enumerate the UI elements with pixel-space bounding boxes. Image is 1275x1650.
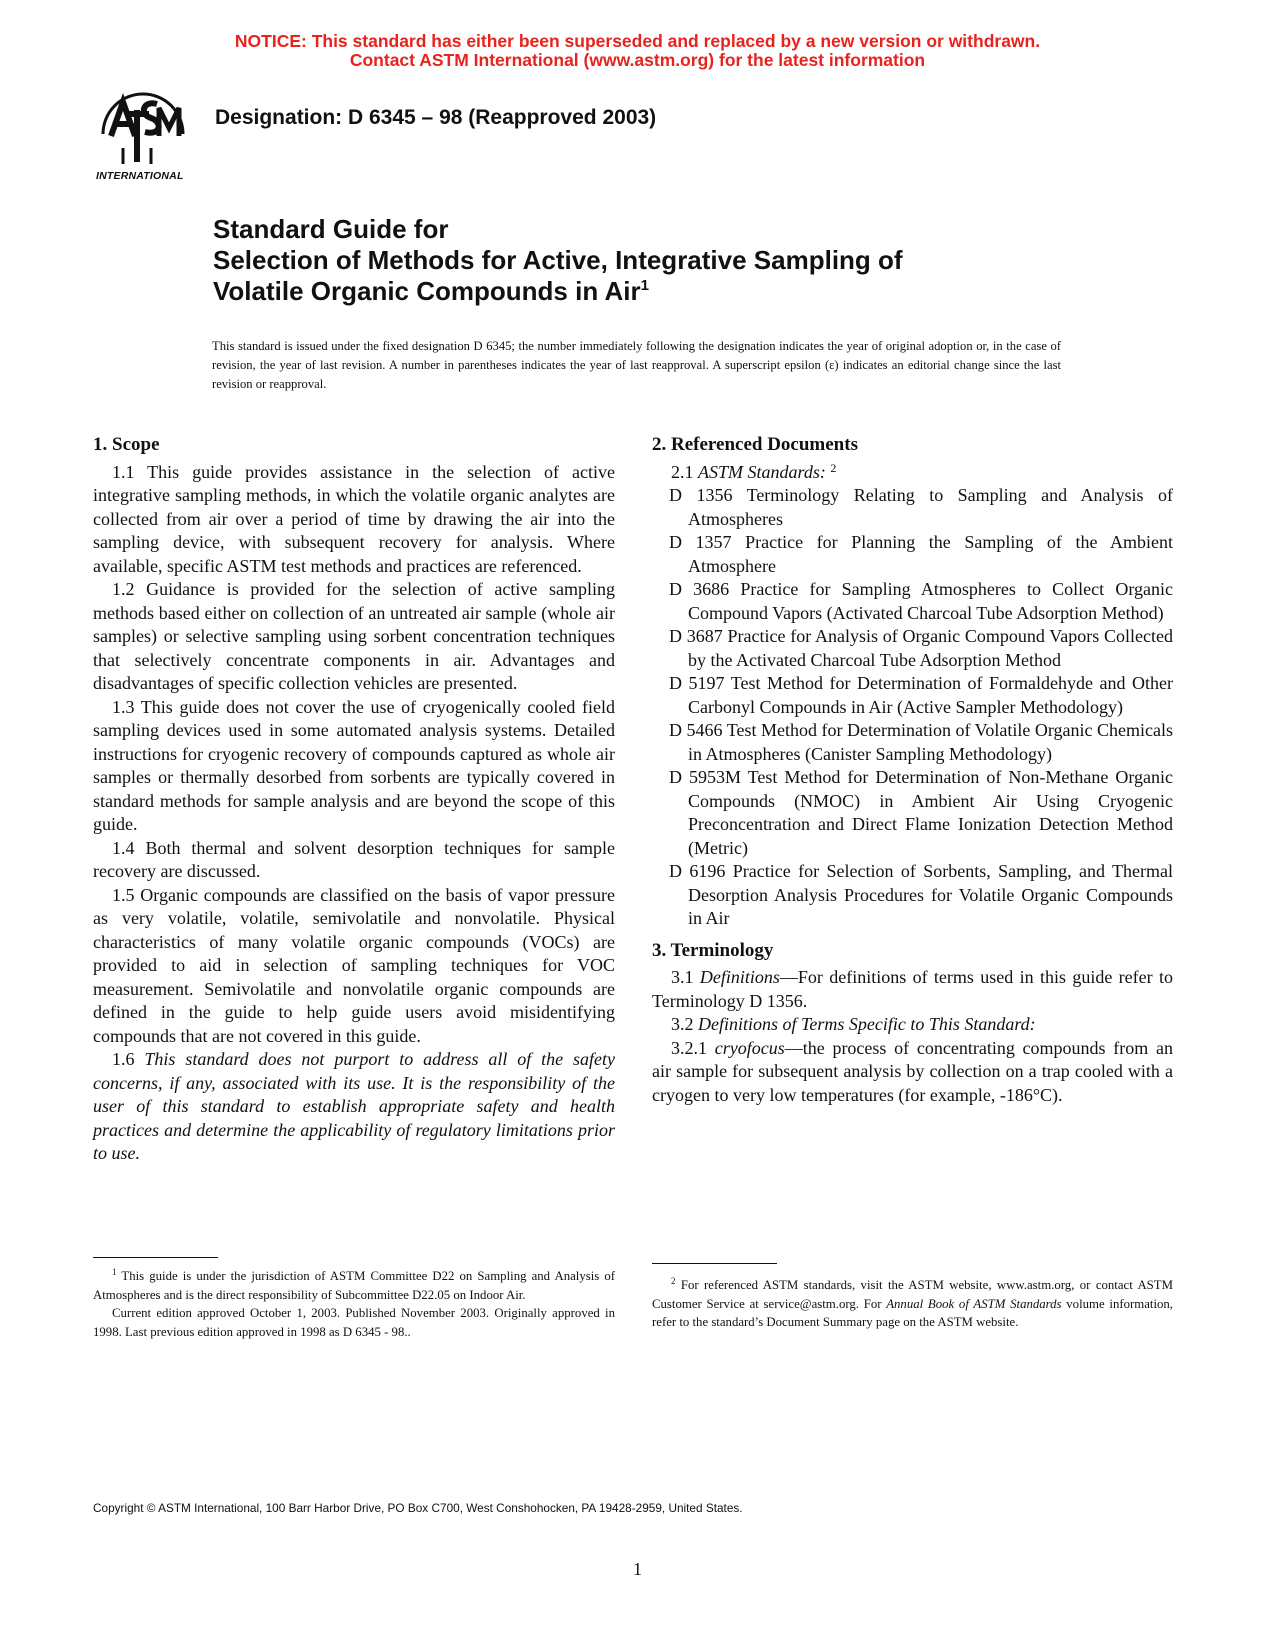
definitions-term: Definitions [699, 967, 780, 987]
footnote-1-mark: 1 [112, 1267, 117, 1277]
issue-note: This standard is issued under the fixed designation D 6345; the number immediately following the designation indicates the year of original adoption or, in the case of revision, the year of last revision. A number in parentheses indicates the year of last reapproval. A superscript epsilon (ε) indicates an editorial change since the last revision or reapproval. [212, 339, 1061, 391]
ref-item-d5953m: D 5953M Test Method for Determination of Non-Methane Organic Compounds (NMOC) in Ambient Air Using Cryogenic Preconcentration and Direct Flame Ionization Detection Method (Metric) [669, 767, 1173, 858]
designation: Designation: D 6345 – 98 (Reapproved 2003) [215, 106, 657, 129]
page-number: 1 [633, 1559, 642, 1579]
paragraph-3-1-text: —For definitions of terms used in this guide refer to Terminology D 1356. [652, 967, 1174, 1011]
ref-item-d3687: D 3687 Practice for Analysis of Organic Compound Vapors Collected by the Activated Charcoal Tube Adsorption Method [669, 626, 1173, 670]
footnote-rule-right [652, 1263, 777, 1264]
paragraph-3-2 [652, 1013, 1173, 1037]
ref-item-d6196: D 6196 Practice for Selection of Sorbents, Sampling, and Thermal Desorption Analysis Procedures for Volatile Organic Compounds in Air [669, 861, 1173, 928]
footnote-2-italic: Annual Book of ASTM Standards [886, 1296, 1062, 1311]
ref-item-d5197: D 5197 Test Method for Determination of Formaldehyde and Other Carbonyl Compounds in Air (Active Sampler Methodology) [669, 673, 1173, 717]
astm-standards-label: ASTM Standards: [698, 461, 826, 482]
paragraph-1-4: 1.4 Both thermal and solvent desorption techniques for sample recovery are discussed. [93, 837, 615, 881]
notice-line-2: Contact ASTM International (www.astm.org) for the latest information [349, 50, 926, 70]
astm-standards-footnote-mark: 2 [830, 460, 837, 475]
paragraph-3-2-text: Definitions of Terms Specific to This Standard: [698, 1014, 1036, 1034]
paragraph-1-2: 1.2 Guidance is provided for the selection of active sampling methods based either on collection of an untreated air sample (whole air samples) or selective sampling using sorbent concentration techniques that selectively concentrate components in air. Advantages and disadvantages of specific collection vehicles are presented. [93, 579, 615, 693]
paragraph-1-6-number: 1.6 [112, 1049, 135, 1069]
copyright: Copyright © ASTM International, 100 Barr Harbor Drive, PO Box C700, West Conshohocken, PA 19428-2959, United States. [93, 1501, 743, 1515]
astm-logo-icon [93, 88, 193, 180]
footnote-1-edition: Current edition approved October 1, 2003. Published November 2003. Originally approved in 1998. Last previous edition approved in 1998 as D 6345 - 98.. [93, 1306, 615, 1339]
title-line-2: Selection of Methods for Active, Integrative Sampling of [213, 245, 903, 275]
footnote-2-mark: 2 [671, 1276, 676, 1286]
referenced-documents-heading: 2. Referenced Documents [652, 434, 858, 455]
paragraph-3-2-1 [652, 1037, 1173, 1108]
paragraph-1-6 [93, 1048, 615, 1166]
paragraph-2-1-number: 2.1 [671, 461, 694, 482]
paragraph-1-6-text: This standard does not purport to address all of the safety concerns, if any, associated with its use. It is the responsibility of the user of this standard to establish appropriate safety and health practices and determine the applicability of regulatory limitations prior to use. [93, 1049, 616, 1163]
paragraph-3-1-number: 3.1 [671, 967, 694, 987]
right-column [652, 433, 1173, 1107]
left-column [93, 433, 615, 1166]
paragraph-1-1: 1.1 This guide provides assistance in the selection of active integrative sampling methods, in which the volatile organic analytes are collected from air over a period of time by drawing the air into the sampling device, with subsequent recovery for analysis. Where available, specific ASTM test methods and practices are referenced. [93, 461, 615, 576]
notice-line-1: NOTICE: This standard has either been superseded and replaced by a new version or withdrawn. [234, 31, 1041, 51]
ref-item-d1356: D 1356 Terminology Relating to Sampling and Analysis of Atmospheres [669, 485, 1173, 529]
document-title [213, 214, 903, 307]
footnote-2-text-a: For referenced ASTM standards, visit the ASTM website, www.astm.org, or contact ASTM Customer Service at service@astm.org. For [652, 1278, 1173, 1311]
footnote-1-text: This guide is under the jurisdiction of ASTM Committee D22 on Sampling and Analysis of Atmospheres and is the direct responsibility of Subcommittee D22.05 on Indoor Air. [93, 1269, 616, 1302]
paragraph-3-1 [652, 966, 1173, 1013]
notice-banner [0, 32, 1275, 70]
cryofocus-term: cryofocus [714, 1037, 785, 1058]
paragraph-1-5: 1.5 Organic compounds are classified on the basis of vapor pressure as very volatile, volatile, semivolatile and nonvolatile. Physical characteristics of many volatile organic compounds (VOCs) are provided to aid in selection of sampling techniques for VOC measurement. Semivolatile and nonvolatile organic compounds are defined in the guide to help guide users avoid misidentifying compounds that are not covered in this guide. [93, 884, 615, 1046]
paragraph-3-2-1-text: —the process of concentrating compounds from an air sample for subsequent analysis by collection on a trap cooled with a cryogen to very low temperatures (for example, -186°C). [652, 1037, 1173, 1105]
title-footnote-mark: 1 [640, 277, 649, 294]
paragraph-3-2-1-number: 3.2.1 [671, 1037, 707, 1058]
ref-item-d3686: D 3686 Practice for Sampling Atmospheres to Collect Organic Compound Vapors (Activated Charcoal Tube Adsorption Method) [669, 579, 1173, 623]
footnote-2-text-b: volume information, refer to the standard’s Document Summary page on the ASTM website. [652, 1296, 1174, 1329]
logo-text: INTERNATIONAL [96, 170, 184, 182]
title-line-3: Volatile Organic Compounds in Air [213, 276, 641, 306]
paragraph-3-2-number: 3.2 [671, 1014, 694, 1034]
paragraph-2-1 [652, 461, 1173, 485]
ref-item-d5466: D 5466 Test Method for Determination of Volatile Organic Chemicals in Atmospheres (Canister Sampling Methodology) [669, 720, 1173, 764]
scope-heading: 1. Scope [93, 434, 160, 455]
footnote-1 [93, 1267, 615, 1341]
ref-item-d1357: D 1357 Practice for Planning the Sampling of the Ambient Atmosphere [669, 532, 1173, 576]
paragraph-1-3: 1.3 This guide does not cover the use of cryogenically cooled field sampling devices used in some automated analysis systems. Detailed instructions for cryogenic recovery of compounds captured as whole air samples or thermally desorbed from sorbents are typically covered in standard methods for sample analysis and are beyond the scope of this guide. [93, 696, 615, 834]
title-line-1: Standard Guide for [213, 214, 449, 244]
terminology-heading: 3. Terminology [652, 939, 774, 961]
footnote-rule-left [93, 1257, 218, 1258]
footnote-2 [652, 1276, 1173, 1332]
